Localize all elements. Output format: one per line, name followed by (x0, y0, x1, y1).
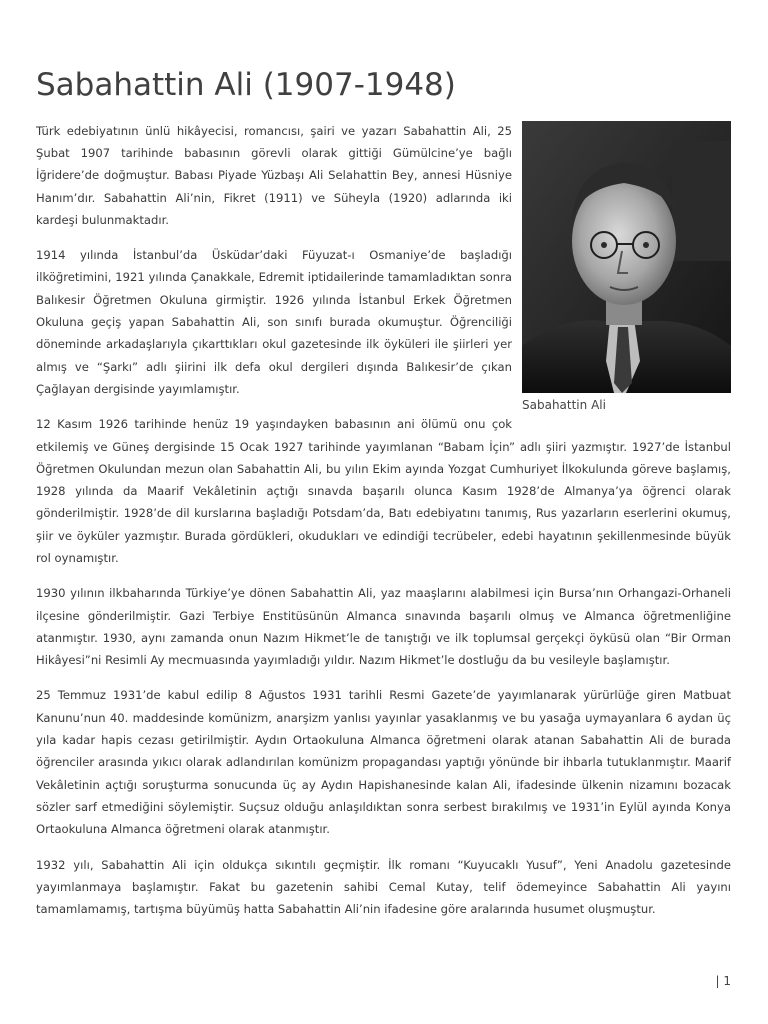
portrait-caption: Sabahattin Ali (522, 397, 606, 412)
paragraph-5: 25 Temmuz 1931’de kabul edilip 8 Ağustos 1931 tarihli Resmi Gazete’de yayımlanarak yürürlüğe giren Matbuat Kanunu’nun 40. maddesinde komünizm, anarşizm yanlısı yayınlar yasaklanmış ve bu yasağa uymayanlara 6 aydan üç yıla kadar hapis cezası getirilmiştir. Aydın Ortaokuluna Almanca öğretmeni olarak atanan Sabahattin Ali de burada öğrenciler arasında yıkıcı olarak adlandırılan komünizm propagandası yaptığı yönünde bir ihbarla tutuklanmıştır. Maarif Vekâletinin açtığı soruşturma sonucunda üç ay Aydın Hapishanesinde kalan Ali, ifadesinde ülkenin nizamını bozacak sözler sarf etmediğini söylemiştir. Suçsuz olduğu anlaşıldıktan sonra serbest bırakılmış ve 1931’in Eylül ayında Konya Ortaokuluna Almanca öğretmeni olarak atanmıştır. (36, 688, 731, 837)
page-number: | 1 (715, 974, 731, 988)
document-page (36, 68, 731, 933)
portrait-figure (522, 121, 731, 412)
paragraph-3: 12 Kasım 1926 tarihinde henüz 19 yaşındayken babasının ani ölümü onu çok etkilemiş ve Güneş dergisinde 15 Ocak 1927 tarihinde yayımlanan “Babam İçin” adlı şiiri yazmıştır. 1927’de İstanbul Öğretmen Okulundan mezun olan Sabahattin Ali, bu yılın Ekim ayında Yozgat Cumhuriyet İlkokulunda göreve başlamış, 1928 yılında da Maarif Vekâletinin açtığı sınavda başarılı olunca Kasım 1928’de Almanya’ya öğrenci olarak gönderilmiştir. 1928’de dil kurslarına başladığı Potsdam’da, Batı edebiyatını tanımış, Rus yazarların eserlerini okumuş, şiir ve öyküler yazmıştır. Burada gördükleri, okudukları ve edindiği tecrübeler, edebi hayatının şekillenmesinde büyük rol oynamıştır. (36, 417, 731, 565)
paragraph-2: 1914 yılında İstanbul’da Üsküdar’daki Füyuzat-ı Osmaniye’de başladığı ilköğretimini, 1921 yılında Çanakkale, Edremit iptidailerinde tamamladıktan sonra Balıkesir Öğretmen Okuluna girmiştir. 1926 yılında İstanbul Erkek Öğretmen Okuluna geçiş yapan Sabahattin Ali, son sınıfı burada okumuştur. Öğrenciliği döneminde arkadaşlarıyla çıkarttıkları okul gazetesinde ilk öyküleri ile şiirleri yer almış ve “Şarkı” adlı şiirini ilk defa okul dergileri dışında Balıkesir’de çıkan Çağlayan dergisinde yayımlamıştır. (36, 248, 512, 396)
paragraph-4: 1930 yılının ilkbaharında Türkiye’ye dönen Sabahattin Ali, yaz maaşlarını alabilmesi için Bursa’nın Orhangazi-Orhaneli ilçesine gönderilmiştir. Gazi Terbiye Enstitüsünün Almanca sınavında başarılı olmuş ve Almanca öğretmenliğine atanmıştır. 1930, aynı zamanda onun Nazım Hikmet’le de tanıştığı ve ilk toplumsal gerçekçi öyküsü olan “Bir Orman Hikâyesi”ni Resimli Ay mecmuasında yayımladığı yıldır. Nazım Hikmet’le dostluğu da bu vesileyle başlamıştır. (36, 586, 731, 668)
page-title: Sabahattin Ali (1907-1948) (36, 67, 456, 103)
paragraph-6: 1932 yılı, Sabahattin Ali için oldukça sıkıntılı geçmiştir. İlk romanı “Kuyucaklı Yusuf”, Yeni Anadolu gazetesinde yayımlanmaya başlamıştır. Fakat bu gazetenin sahibi Cemal Kutay, telif ödemeyince Sabahattin Ali yayını tamamlamamış, tartışma büyümüş hatta Sabahattin Ali’nin ifadesine göre aralarında husumet oluşmuştur. (36, 857, 731, 917)
paragraph-1: Türk edebiyatının ünlü hikâyecisi, romancısı, şairi ve yazarı Sabahattin Ali, 25 Şubat 1907 tarihinde babasının görevli olarak gittiği Gümülcine’ye bağlı İğridere’de doğmuştur. Babası Piyade Yüzbaşı Ali Selahattin Bey, annesi Hüsniye Hanım’dır. Sabahattin Ali’nin, Fikret (1911) ve Süheyla (1920) adlarında iki kardeşi bulunmaktadır. (36, 123, 512, 227)
portrait-photo (522, 121, 731, 393)
portrait-image (522, 121, 731, 393)
